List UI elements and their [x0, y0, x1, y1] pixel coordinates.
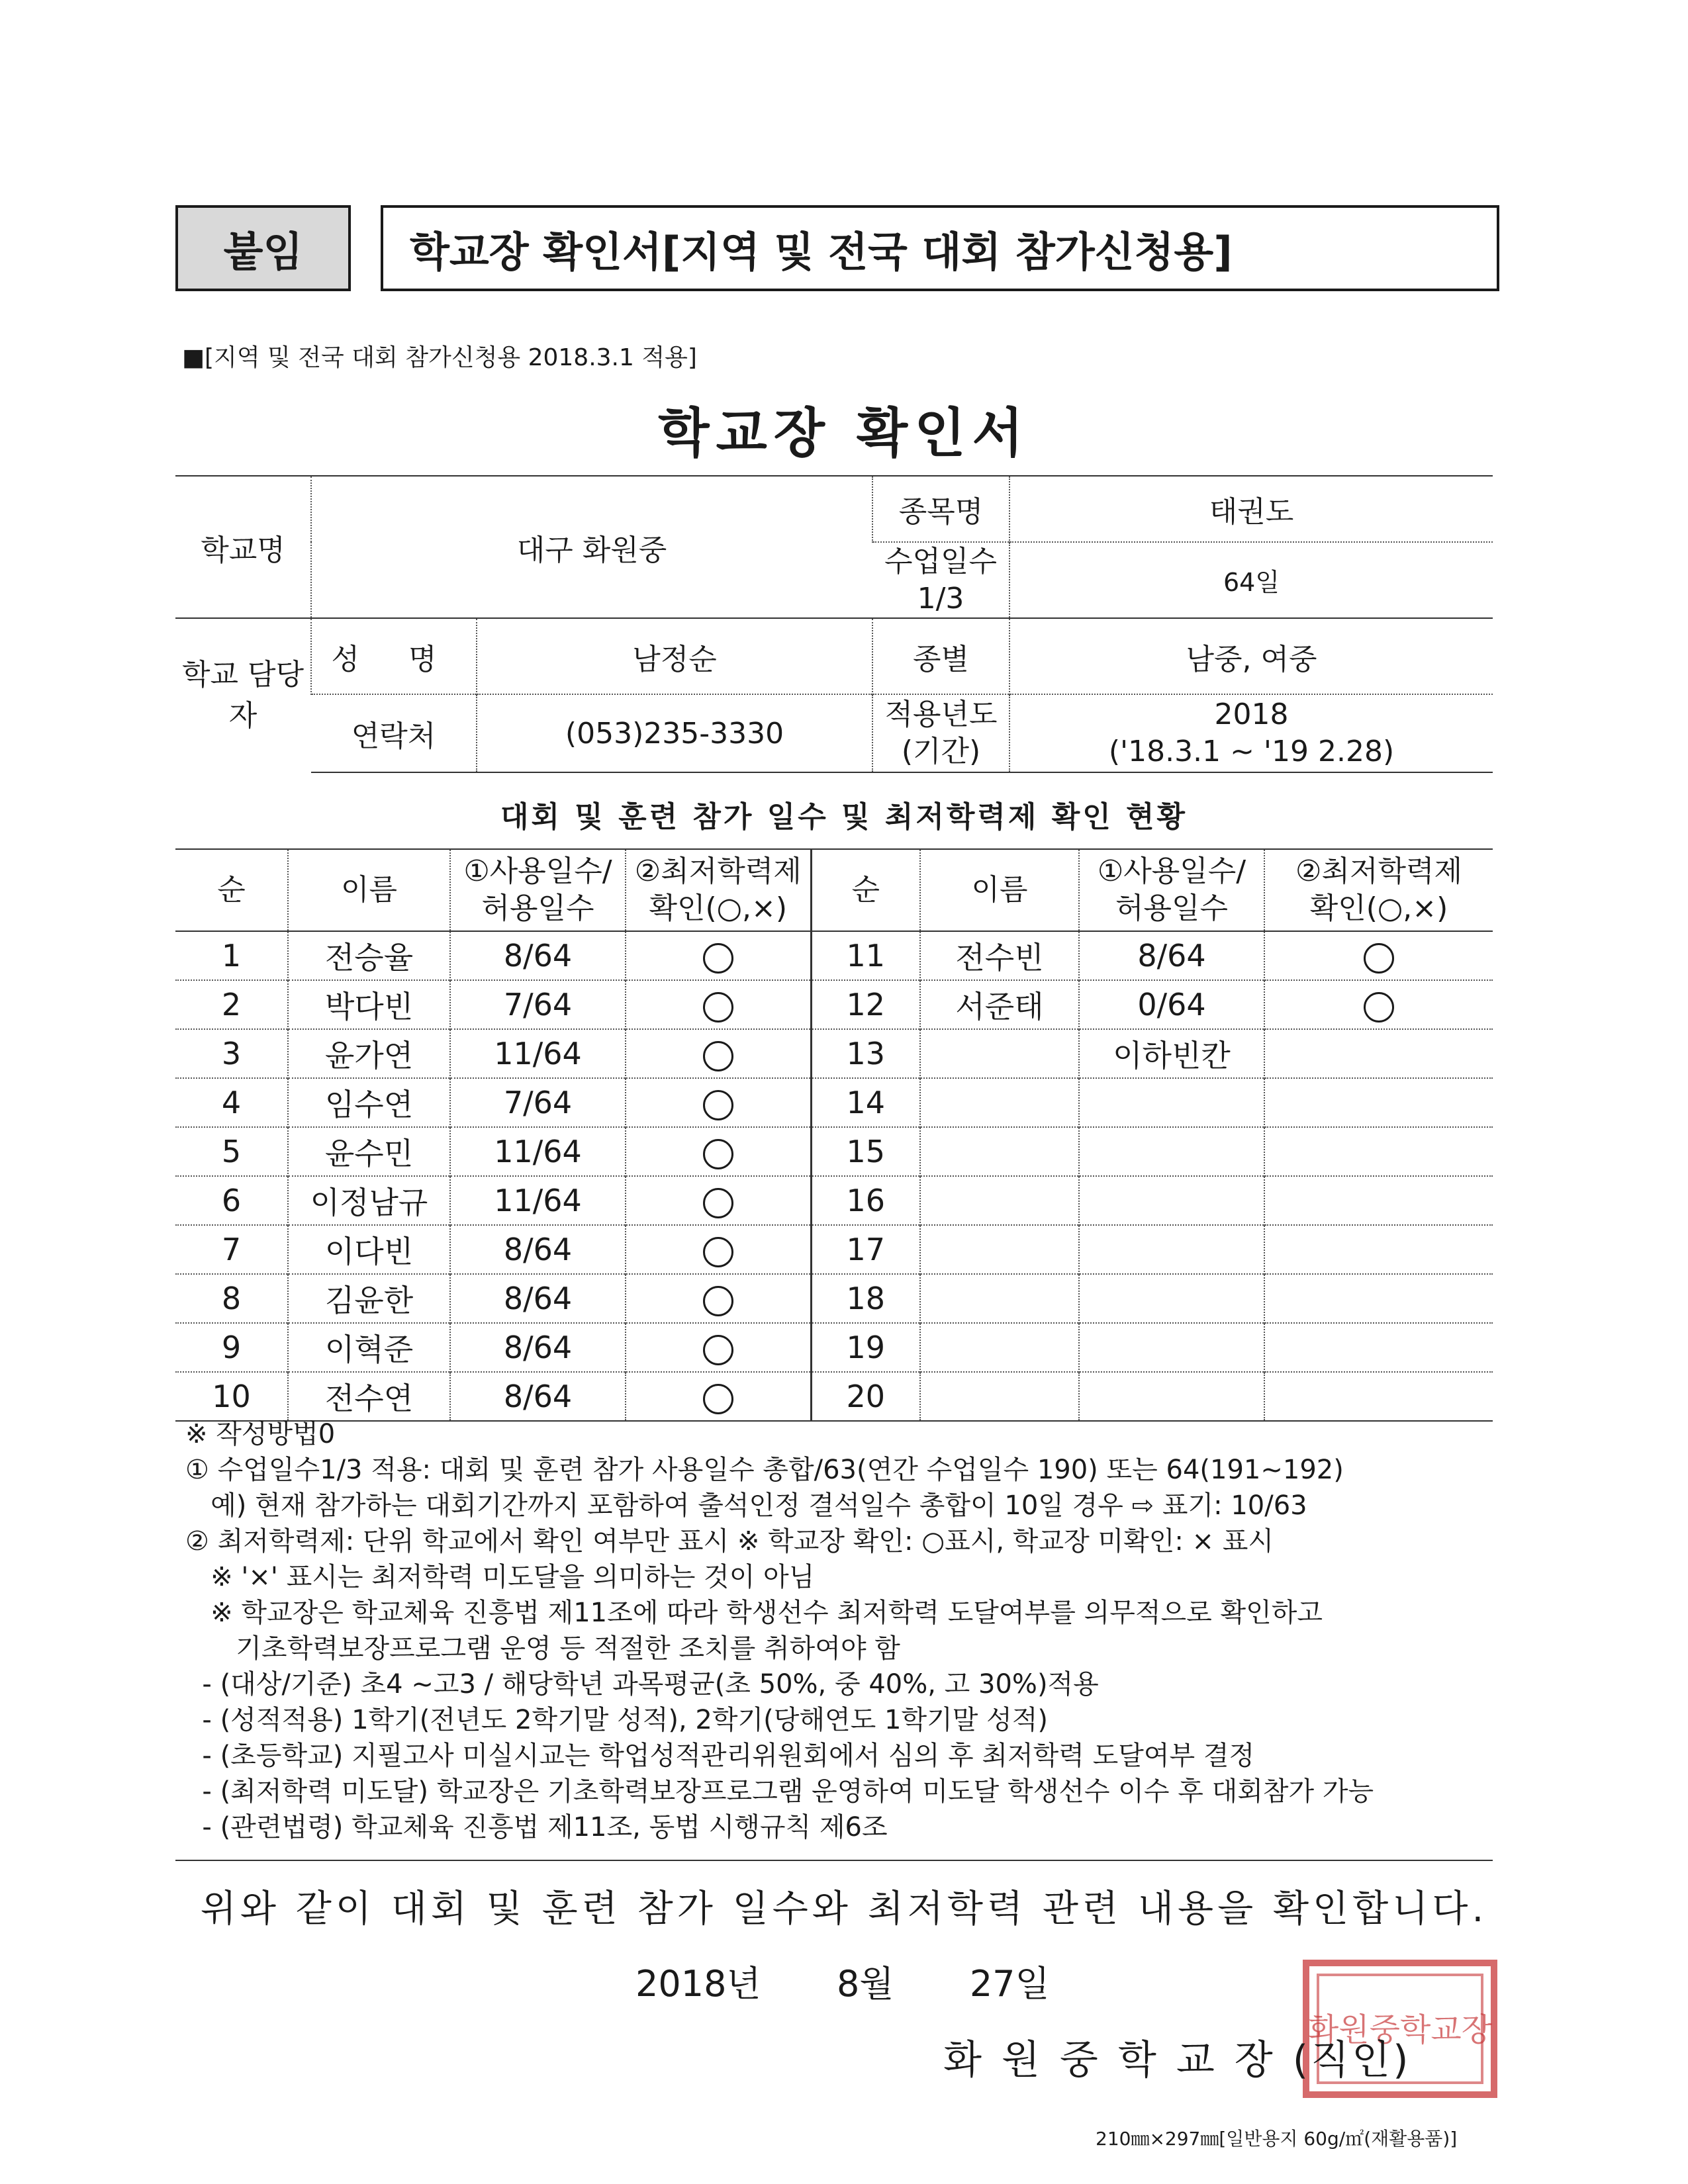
used-days: 8/64	[450, 1274, 626, 1323]
student-no: 7	[175, 1225, 288, 1274]
attachment-badge: 붙임	[175, 205, 351, 291]
school-name-value: 대구 화원중	[311, 476, 872, 618]
instruction-line: - (대상/기준) 초4 ~고3 / 해당학년 과목평균(초 50%, 중 40%, 고 30%)적용	[185, 1669, 1099, 1700]
school-info-table	[175, 475, 1493, 773]
header-title: 학교장 확인서[지역 및 전국 대회 참가신청용]	[381, 205, 1499, 291]
student-no: 14	[811, 1078, 920, 1127]
instruction-line: - (최저학력 미도달) 학교장은 기초학력보장프로그램 운영하여 미도달 학생선수 이수 후 대회참가 가능	[185, 1776, 1374, 1807]
application-note: ■[지역 및 전국 대회 참가신청용 2018.3.1 적용]	[182, 344, 697, 371]
used-days: 11/64	[450, 1176, 626, 1225]
student-no: 1	[175, 931, 288, 980]
instruction-line: - (관련법령) 학교체육 진흥법 제11조, 동법 시행규칙 제6조	[185, 1812, 888, 1843]
category-label: 종별	[872, 618, 1009, 694]
student-no: 5	[175, 1127, 288, 1176]
divider	[175, 1860, 1493, 1861]
contact-value: (053)235-3330	[477, 694, 872, 772]
instruction-line: 예) 현재 참가하는 대회기간까지 포함하여 출석인정 결석일수 총합이 10일 경우 ⇨ 표기: 10/63	[185, 1490, 1307, 1521]
used-days: 11/64	[450, 1127, 626, 1176]
instruction-line: ② 최저학력제: 단위 학교에서 확인 여부만 표시 ※ 학교장 확인: ○표시, 학교장 미확인: × 표시	[185, 1526, 1274, 1557]
check-cell	[1264, 931, 1493, 980]
student-name: 윤수민	[288, 1127, 450, 1176]
sport-label: 종목명	[872, 476, 1009, 542]
check-cell	[1264, 1078, 1493, 1127]
confirmed-circle-icon	[703, 943, 733, 974]
year-period: ('18.3.1 ~ '19 2.28)	[1108, 735, 1395, 768]
student-name: 이다빈	[288, 1225, 450, 1274]
manager-label: 학교 담당자	[175, 618, 311, 772]
check-cell	[626, 1078, 811, 1127]
check-cell	[1264, 1372, 1493, 1421]
table-row	[175, 1274, 1493, 1323]
check-cell	[626, 980, 811, 1029]
check-cell	[626, 931, 811, 980]
used-days: 8/64	[450, 931, 626, 980]
student-no: 10	[175, 1372, 288, 1421]
header-check: ②최저학력제 확인(○,×)	[1264, 849, 1493, 931]
header-name: 이름	[288, 849, 450, 931]
confirmed-circle-icon	[703, 992, 733, 1023]
student-name: 임수연	[288, 1078, 450, 1127]
table-row	[175, 931, 1493, 980]
used-days: 8/64	[1079, 931, 1264, 980]
confirmed-circle-icon	[703, 1237, 733, 1267]
manager-name-label: 성 명	[311, 618, 477, 694]
signature-date	[635, 1956, 1050, 2007]
student-name	[920, 1127, 1079, 1176]
student-no: 18	[811, 1274, 920, 1323]
student-name: 윤가연	[288, 1029, 450, 1078]
table-row	[175, 980, 1493, 1029]
student-name	[920, 1225, 1079, 1274]
instruction-line: ※ 작성방법0	[185, 1419, 336, 1449]
student-no: 4	[175, 1078, 288, 1127]
table-row	[175, 1323, 1493, 1372]
confirmed-circle-icon	[703, 1041, 733, 1071]
used-days: 11/64	[450, 1029, 626, 1078]
header-no: 순	[811, 849, 920, 931]
check-cell	[1264, 980, 1493, 1029]
table-row	[175, 1029, 1493, 1078]
student-no: 6	[175, 1176, 288, 1225]
year-number: 2018	[1214, 698, 1289, 731]
student-name: 이혁준	[288, 1323, 450, 1372]
used-days	[1079, 1127, 1264, 1176]
header-name: 이름	[920, 849, 1079, 931]
table-row	[175, 1372, 1493, 1421]
student-no: 2	[175, 980, 288, 1029]
year-label: 적용년도 (기간)	[872, 694, 1009, 772]
check-cell	[626, 1127, 811, 1176]
year-value	[1009, 694, 1493, 772]
principal-name: 화원중학교장	[943, 2037, 1293, 2083]
used-days	[1079, 1372, 1264, 1421]
student-name: 이정남규	[288, 1176, 450, 1225]
check-cell	[1264, 1127, 1493, 1176]
used-days: 이하빈칸	[1079, 1029, 1264, 1078]
table-row	[175, 1078, 1493, 1127]
student-name: 김윤한	[288, 1274, 450, 1323]
used-days: 7/64	[450, 980, 626, 1029]
confirmed-circle-icon	[703, 1384, 733, 1414]
student-name: 서준태	[920, 980, 1079, 1029]
confirmed-circle-icon	[1364, 992, 1394, 1023]
student-name: 전수연	[288, 1372, 450, 1421]
contact-label: 연락처	[311, 694, 477, 772]
used-days: 7/64	[450, 1078, 626, 1127]
seal-note: (직인)	[1292, 2037, 1411, 2083]
student-name: 전승율	[288, 931, 450, 980]
check-cell	[1264, 1323, 1493, 1372]
check-cell	[1264, 1225, 1493, 1274]
date-day: 27일	[969, 1963, 1050, 2005]
student-no: 3	[175, 1029, 288, 1078]
student-no: 8	[175, 1274, 288, 1323]
student-no: 11	[811, 931, 920, 980]
header-no: 순	[175, 849, 288, 931]
principal-signature	[943, 2028, 1411, 2085]
table-row	[175, 1176, 1493, 1225]
confirmation-statement: 위와 같이 대회 및 훈련 참가 일수와 최저학력 관련 내용을 확인합니다.	[200, 1888, 1488, 1931]
student-no: 13	[811, 1029, 920, 1078]
instruction-line: - (초등학교) 지필고사 미실시교는 학업성적관리위원회에서 심의 후 최저학력 도달여부 결정	[185, 1741, 1255, 1771]
check-cell	[626, 1176, 811, 1225]
school-name-label: 학교명	[175, 476, 311, 618]
sport-value: 태권도	[1009, 476, 1493, 542]
roster-table	[175, 848, 1493, 1422]
date-month: 8월	[836, 1963, 894, 2005]
table-row	[175, 1225, 1493, 1274]
header-days: ①사용일수/ 허용일수	[450, 849, 626, 931]
student-no: 20	[811, 1372, 920, 1421]
check-cell	[626, 1274, 811, 1323]
student-name	[920, 1372, 1079, 1421]
check-cell	[626, 1323, 811, 1372]
instruction-line: ① 수업일수1/3 적용: 대회 및 훈련 참가 사용일수 총합/63(연간 수업일수 190) 또는 64(191~192)	[185, 1455, 1344, 1485]
confirmed-circle-icon	[703, 1090, 733, 1120]
student-name	[920, 1029, 1079, 1078]
student-name	[920, 1274, 1079, 1323]
category-value: 남중, 여중	[1009, 618, 1493, 694]
confirmed-circle-icon	[703, 1188, 733, 1218]
used-days	[1079, 1225, 1264, 1274]
table-row	[175, 1127, 1493, 1176]
student-no: 15	[811, 1127, 920, 1176]
used-days: 8/64	[450, 1323, 626, 1372]
confirmed-circle-icon	[1364, 943, 1394, 974]
check-cell	[626, 1225, 811, 1274]
student-no: 17	[811, 1225, 920, 1274]
student-no: 16	[811, 1176, 920, 1225]
instruction-line: ※ 학교장은 학교체육 진흥법 제11조에 따라 학생선수 최저학력 도달여부를 의무적으로 확인하고	[185, 1598, 1323, 1628]
used-days	[1079, 1176, 1264, 1225]
check-cell	[1264, 1176, 1493, 1225]
class-days-value: 64일	[1009, 542, 1493, 618]
used-days: 8/64	[450, 1372, 626, 1421]
document-title: 학교장 확인서	[658, 402, 1030, 464]
instruction-line: ※ '×' 표시는 최저학력 미도달을 의미하는 것이 아님	[185, 1562, 815, 1592]
student-name: 전수빈	[920, 931, 1079, 980]
student-no: 9	[175, 1323, 288, 1372]
svg-text:화원중학교장: 화원중학교장	[1307, 2011, 1493, 2048]
check-cell	[626, 1372, 811, 1421]
student-no: 19	[811, 1323, 920, 1372]
header-days: ①사용일수/ 허용일수	[1079, 849, 1264, 931]
student-name	[920, 1078, 1079, 1127]
used-days	[1079, 1274, 1264, 1323]
check-cell	[626, 1029, 811, 1078]
status-title: 대회 및 훈련 참가 일수 및 최저학력제 확인 현황	[500, 800, 1188, 834]
student-name: 박다빈	[288, 980, 450, 1029]
used-days: 8/64	[450, 1225, 626, 1274]
manager-name-value: 남정순	[477, 618, 872, 694]
student-name	[920, 1323, 1079, 1372]
confirmed-circle-icon	[703, 1139, 733, 1169]
check-cell	[1264, 1029, 1493, 1078]
student-no: 12	[811, 980, 920, 1029]
class-days-label: 수업일수 1/3	[872, 542, 1009, 618]
check-cell	[1264, 1274, 1493, 1323]
used-days: 0/64	[1079, 980, 1264, 1029]
used-days	[1079, 1323, 1264, 1372]
paper-spec: 210㎜×297㎜[일반용지 60g/㎡(재활용품)]	[1096, 2128, 1458, 2150]
student-name	[920, 1176, 1079, 1225]
confirmed-circle-icon	[703, 1286, 733, 1316]
used-days	[1079, 1078, 1264, 1127]
instructions	[185, 1416, 1374, 1845]
header-check: ②최저학력제 확인(○,×)	[626, 849, 811, 931]
instruction-line: 기초학력보장프로그램 운영 등 적절한 조치를 취하여야 함	[185, 1633, 900, 1664]
date-year: 2018년	[635, 1963, 761, 2005]
confirmed-circle-icon	[703, 1335, 733, 1365]
instruction-line: - (성적적용) 1학기(전년도 2학기말 성적), 2학기(당해연도 1학기말 성적)	[185, 1705, 1049, 1735]
